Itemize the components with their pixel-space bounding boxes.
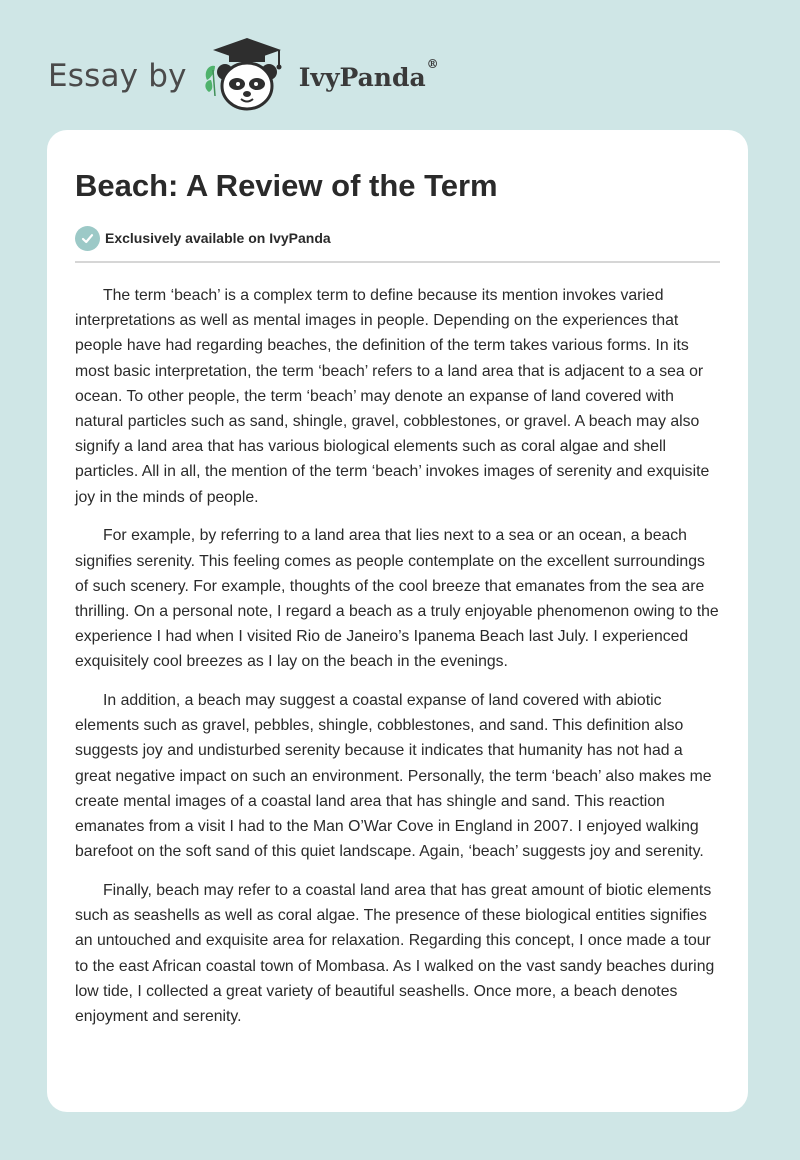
brand-prefix: Essay by (48, 58, 187, 94)
page-title: Beach: A Review of the Term (75, 168, 498, 203)
exclusive-text: Exclusively available on IvyPanda (105, 230, 331, 246)
brand-header[interactable] (48, 34, 439, 114)
essay-body (75, 283, 720, 1029)
registered-mark: ® (426, 56, 439, 71)
essay-paragraph: For example, by referring to a land area that lies next to a sea or an ocean, a beach signifies serenity. This feeling comes as people contemplate on the excellent surroundings of such scenery. For example, thoughts of the cool breeze that emanates from the sea are thrilling. On a personal note, I regard a beach as a truly enjoyable phenomenon owing to the experience I had when I visited Rio de Janeiro’s Ipanema Beach last July. I experienced exquisitely cool breezes as I lay on the beach in the evenings. (75, 527, 719, 671)
essay-paragraph: Finally, beach may refer to a coastal land area that has great amount of biotic elements such as seashells as well as coral algae. The presence of these biological entities signifies an untouched and exquisite area for relaxation. Regarding this concept, I once made a tour to the east African coastal town of Mombasa. As I walked on the vast sandy beaches during low tide, I collected a great variety of beautiful seashells. Once more, a beach denotes enjoyment and serenity. (75, 881, 715, 1025)
essay-card (47, 130, 748, 1112)
brand-name-text: IvyPanda (298, 62, 426, 92)
check-icon (75, 226, 100, 251)
panda-logo-icon (201, 34, 293, 114)
essay-paragraph: In addition, a beach may suggest a coastal expanse of land covered with abiotic elements such as gravel, pebbles, shingle, cobblestones, and sand. This definition also suggests joy and undisturbed serenity because it indicates that humanity has not had a great negative impact on such an environment. Personally, the term ‘beach’ also makes me create mental images of a coastal land area that has shingle and sand. This reaction emanates from a visit I had to the Man O’War Cove in England in 2007. I enjoyed walking barefoot on the soft sand of this quiet landscape. Again, ‘beach’ suggests joy and serenity. (75, 692, 712, 861)
exclusive-badge (75, 225, 720, 251)
checkmark-glyph-icon (81, 232, 94, 245)
divider (75, 261, 720, 263)
brand-name (298, 56, 439, 92)
essay-paragraph: The term ‘beach’ is a complex term to define because its mention invokes varied interpretations as well as mental images in people. Depending on the experiences that people have had regarding beaches, the definition of the term takes various forms. In its most basic interpretation, the term ‘beach’ refers to a land area that is adjacent to a sea or ocean. To other people, the term ‘beach’ may denote an expanse of land covered with natural particles such as sand, shingle, gravel, cobblestones, or gravel. A beach may also signify a land area that has various biological elements such as coral algae and shell particles. All in all, the mention of the term ‘beach’ invokes images of serenity and exquisite joy in the minds of people. (75, 287, 710, 506)
